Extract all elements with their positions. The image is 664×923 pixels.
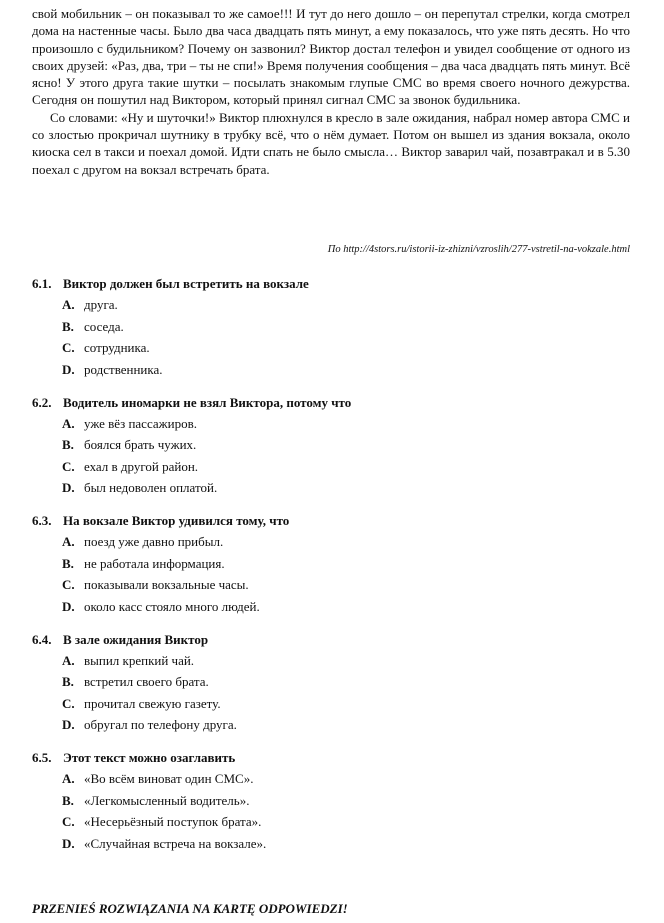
answer-option <box>62 768 632 790</box>
option-letter: A. <box>62 771 75 786</box>
option-text: боялся брать чужих. <box>84 437 197 452</box>
option-letter: C. <box>62 577 75 592</box>
option-text: ехал в другой район. <box>84 458 199 474</box>
answer-sheet-instruction: PRZENIEŚ ROZWIĄZANIA NA KARTĘ ODPOWIEDZI! <box>32 901 348 916</box>
answer-option <box>62 811 632 833</box>
option-letter: B. <box>62 437 74 452</box>
question-number: 6.1. <box>32 276 52 291</box>
answer-option <box>62 714 632 736</box>
option-letter: B. <box>62 555 74 571</box>
answer-option <box>62 790 632 812</box>
answer-option <box>62 553 632 575</box>
question-text: Этот текст можно озаглавить <box>63 750 236 765</box>
option-text: выпил крепкий чай. <box>84 652 195 668</box>
question-text: На вокзале Виктор удивился тому, что <box>63 513 290 528</box>
option-text: друга. <box>84 297 118 312</box>
answer-option <box>62 671 632 693</box>
question-list <box>32 274 632 867</box>
question-text: В зале ожидания Виктор <box>63 631 209 647</box>
option-text: встретил своего брата. <box>84 674 209 689</box>
option-text: показывали вокзальные часы. <box>84 577 249 592</box>
option-text: уже вёз пассажиров. <box>84 415 197 431</box>
option-letter: D. <box>62 598 75 614</box>
option-text: не работала информация. <box>84 555 225 571</box>
option-text: «Легкомысленный водитель». <box>84 792 250 808</box>
passage-paragraph: Со словами: «Ну и шуточки!» Виктор плюхнулся в кресло в зале ожидания, набрал номер автора СМС и со злостью прокричал шутнику в трубку всё, что о нём думает. Потом он вышел из здания вокзала, около киоска сел в такси и поехал домой. Идти спать не было смысла… Виктор заварил чай, позавтракал и в 5.30 поехал с другом на вокзал встречать брата. <box>32 109 630 177</box>
question-number: 6.5. <box>32 750 52 765</box>
option-letter: D. <box>62 835 75 851</box>
answer-option <box>62 693 632 715</box>
question-text: Виктор должен был встретить на вокзале <box>63 276 309 291</box>
option-text: около касс стояло много людей. <box>84 598 260 614</box>
source-citation: По http://4stors.ru/istorii-iz-zhizni/vzroslih/277-vstretil-na-vokzale.html <box>327 244 630 255</box>
question-number: 6.3. <box>32 513 52 528</box>
option-letter: A. <box>62 297 75 312</box>
option-text: прочитал свежую газету. <box>84 695 221 711</box>
question-6-3 <box>32 511 632 617</box>
reading-passage <box>32 5 630 178</box>
option-letter: D. <box>62 480 75 495</box>
answer-option <box>62 359 632 381</box>
answer-option <box>62 316 632 338</box>
option-text: родственника. <box>84 361 163 377</box>
option-letter: D. <box>62 717 75 732</box>
question-6-5 <box>32 748 632 854</box>
answer-option <box>62 596 632 618</box>
question-6-2 <box>32 393 632 499</box>
option-text: «Во всём виноват один СМС». <box>84 771 254 786</box>
answer-option <box>62 650 632 672</box>
question-6-1 <box>32 274 632 380</box>
question-title <box>32 630 632 650</box>
answer-option <box>62 477 632 499</box>
option-letter: C. <box>62 695 75 711</box>
option-letter: A. <box>62 652 75 668</box>
option-text: обругал по телефону друга. <box>84 717 237 732</box>
answer-option <box>62 337 632 359</box>
answer-option <box>62 294 632 316</box>
option-text: «Несерьёзный поступок брата». <box>84 814 262 829</box>
answer-option <box>62 833 632 855</box>
question-title <box>32 274 632 294</box>
question-number: 6.4. <box>32 631 52 647</box>
option-letter: A. <box>62 415 75 431</box>
answer-option <box>62 434 632 456</box>
option-letter: D. <box>62 361 75 377</box>
option-letter: C. <box>62 458 75 474</box>
answer-option <box>62 456 632 478</box>
answer-option <box>62 531 632 553</box>
option-letter: B. <box>62 792 74 808</box>
question-number: 6.2. <box>32 394 52 410</box>
question-6-4 <box>32 630 632 736</box>
option-text: сотрудника. <box>84 340 150 355</box>
option-text: был недоволен оплатой. <box>84 480 218 495</box>
answer-option <box>62 413 632 435</box>
option-letter: C. <box>62 814 75 829</box>
question-text: Водитель иномарки не взял Виктора, потому что <box>63 394 352 410</box>
option-letter: B. <box>62 674 74 689</box>
passage-paragraph: свой мобильник – он показывал то же самое!!! И тут до него дошло – он перепутал стрелки, когда смотрел дома на настенные часы. Было два часа двадцать пять минут, а ему показалось, что уже пять десять. Но что произошло с будильником? Почему он зазвонил? Виктор достал телефон и увидел сообщение от одного из своих друзей: «Раз, два, три – ты не спи!» Время получения сообщения – два часа двадцать пять минут. Всё ясно! У этого друга такие шутки – посылать знакомым глупые СМС во время своего ночного дежурства. Сегодня он пошутил над Виктором, который принял сигнал СМС за звонок будильника. <box>32 6 630 108</box>
option-text: поезд уже давно прибыл. <box>84 534 224 549</box>
option-letter: C. <box>62 340 75 355</box>
question-title <box>32 511 632 531</box>
option-text: «Случайная встреча на вокзале». <box>84 835 267 851</box>
question-title <box>32 748 632 768</box>
option-text: соседа. <box>84 318 124 334</box>
answer-option <box>62 574 632 596</box>
option-letter: B. <box>62 318 74 334</box>
question-title <box>32 393 632 413</box>
option-letter: A. <box>62 534 75 549</box>
